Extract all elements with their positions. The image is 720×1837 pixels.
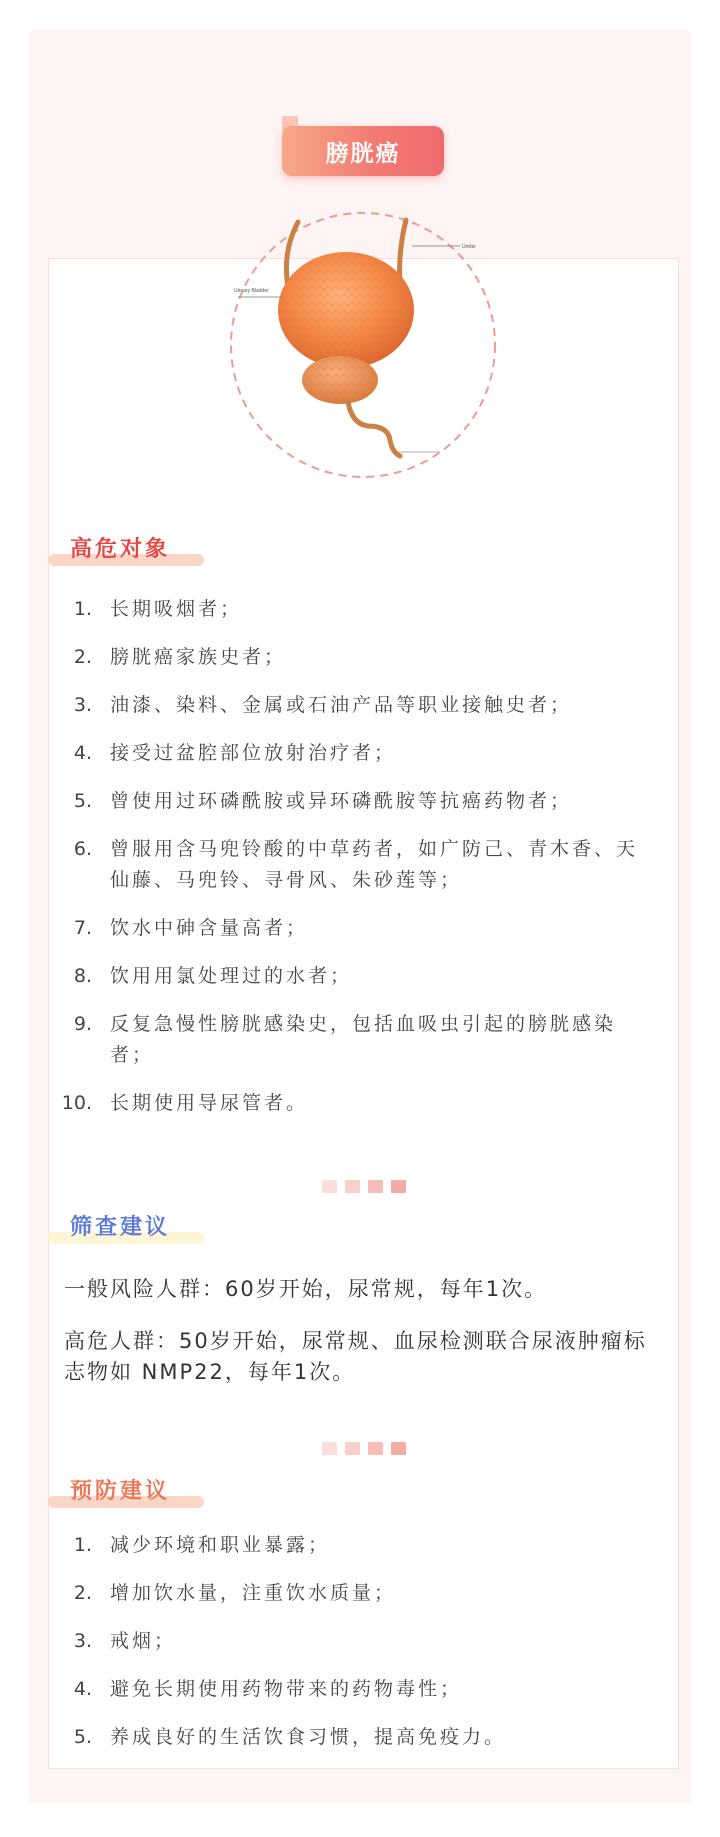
list-item-number: 7. bbox=[73, 917, 92, 939]
list-item bbox=[48, 913, 648, 944]
list-item-number: 5. bbox=[73, 1726, 92, 1748]
list-item-text: 油漆、染料、金属或石油产品等职业接触史者； bbox=[110, 694, 573, 716]
list-item-text: 减少环境和职业暴露； bbox=[110, 1534, 331, 1556]
list-item-text: 戒烟； bbox=[110, 1630, 177, 1652]
list-item-number: 6. bbox=[73, 838, 92, 860]
list-item-number: 3. bbox=[73, 694, 92, 716]
list-item bbox=[48, 1626, 648, 1657]
list-item-text: 长期吸烟者； bbox=[110, 598, 243, 620]
list-item-number: 1. bbox=[73, 598, 92, 620]
list-item bbox=[48, 690, 648, 721]
list-item bbox=[48, 594, 648, 625]
list-item bbox=[48, 786, 648, 817]
label-ureter: Ureter bbox=[462, 244, 476, 250]
list-item bbox=[48, 834, 648, 896]
screening-general: 一般风险人群：60岁开始，尿常规，每年1次。 bbox=[64, 1277, 548, 1301]
section-title: 筛查建议 bbox=[70, 1215, 171, 1240]
page-title: 膀胱癌 bbox=[282, 126, 444, 176]
list-item bbox=[48, 738, 648, 769]
list-item-number: 4. bbox=[73, 1678, 92, 1700]
dots-divider bbox=[322, 1180, 406, 1194]
list-item-number: 2. bbox=[73, 646, 92, 668]
list-item-text: 接受过盆腔部位放射治疗者； bbox=[110, 742, 397, 764]
list-item-text: 饮水中砷含量高者； bbox=[110, 917, 309, 939]
label-bladder: Urinary Bladder bbox=[234, 288, 269, 294]
list-item-number: 8. bbox=[73, 965, 92, 987]
list-item bbox=[48, 1530, 648, 1561]
section-high-risk-header bbox=[48, 532, 218, 568]
section-screening-header bbox=[48, 1210, 218, 1246]
list-item-number: 5. bbox=[73, 790, 92, 812]
list-item-text: 长期使用导尿管者。 bbox=[110, 1092, 309, 1114]
dots-divider bbox=[322, 1442, 406, 1456]
list-item bbox=[48, 1009, 648, 1071]
list-item bbox=[48, 1722, 648, 1753]
bladder-illustration bbox=[230, 212, 496, 478]
list-item-text: 养成良好的生活饮食习惯，提高免疫力。 bbox=[110, 1726, 507, 1748]
list-item-text: 曾使用过环磷酰胺或异环磷酰胺等抗癌药物者； bbox=[110, 790, 573, 812]
list-item-number: 10. bbox=[61, 1092, 92, 1114]
list-item bbox=[48, 1088, 648, 1119]
list-item bbox=[48, 1674, 648, 1705]
high-risk-list bbox=[48, 594, 648, 1136]
list-item-number: 3. bbox=[73, 1630, 92, 1652]
list-item-text: 膀胱癌家族史者； bbox=[110, 646, 287, 668]
prevention-list bbox=[48, 1530, 648, 1770]
section-title: 高危对象 bbox=[70, 537, 171, 562]
list-item-text: 饮用用氯处理过的水者； bbox=[110, 965, 353, 987]
screening-high-risk: 高危人群：50岁开始，尿常规、血尿检测联合尿液肿瘤标志物如 NMP22，每年1次。 bbox=[64, 1329, 647, 1384]
section-title: 预防建议 bbox=[70, 1479, 171, 1504]
list-item-text: 增加饮水量，注重饮水质量； bbox=[110, 1582, 397, 1604]
list-item-text: 反复急慢性膀胱感染史，包括血吸虫引起的膀胱感染者； bbox=[110, 1013, 617, 1066]
list-item bbox=[48, 642, 648, 673]
list-item-text: 曾服用含马兜铃酸的中草药者，如广防己、青木香、天仙藤、马兜铃、寻骨风、朱砂莲等； bbox=[110, 838, 639, 891]
list-item-number: 2. bbox=[73, 1582, 92, 1604]
list-item bbox=[48, 1578, 648, 1609]
list-item-number: 1. bbox=[73, 1534, 92, 1556]
list-item-text: 避免长期使用药物带来的药物毒性； bbox=[110, 1678, 463, 1700]
list-item-number: 9. bbox=[73, 1013, 92, 1035]
list-item-number: 4. bbox=[73, 742, 92, 764]
section-prevention-header bbox=[48, 1474, 218, 1510]
list-item bbox=[48, 961, 648, 992]
